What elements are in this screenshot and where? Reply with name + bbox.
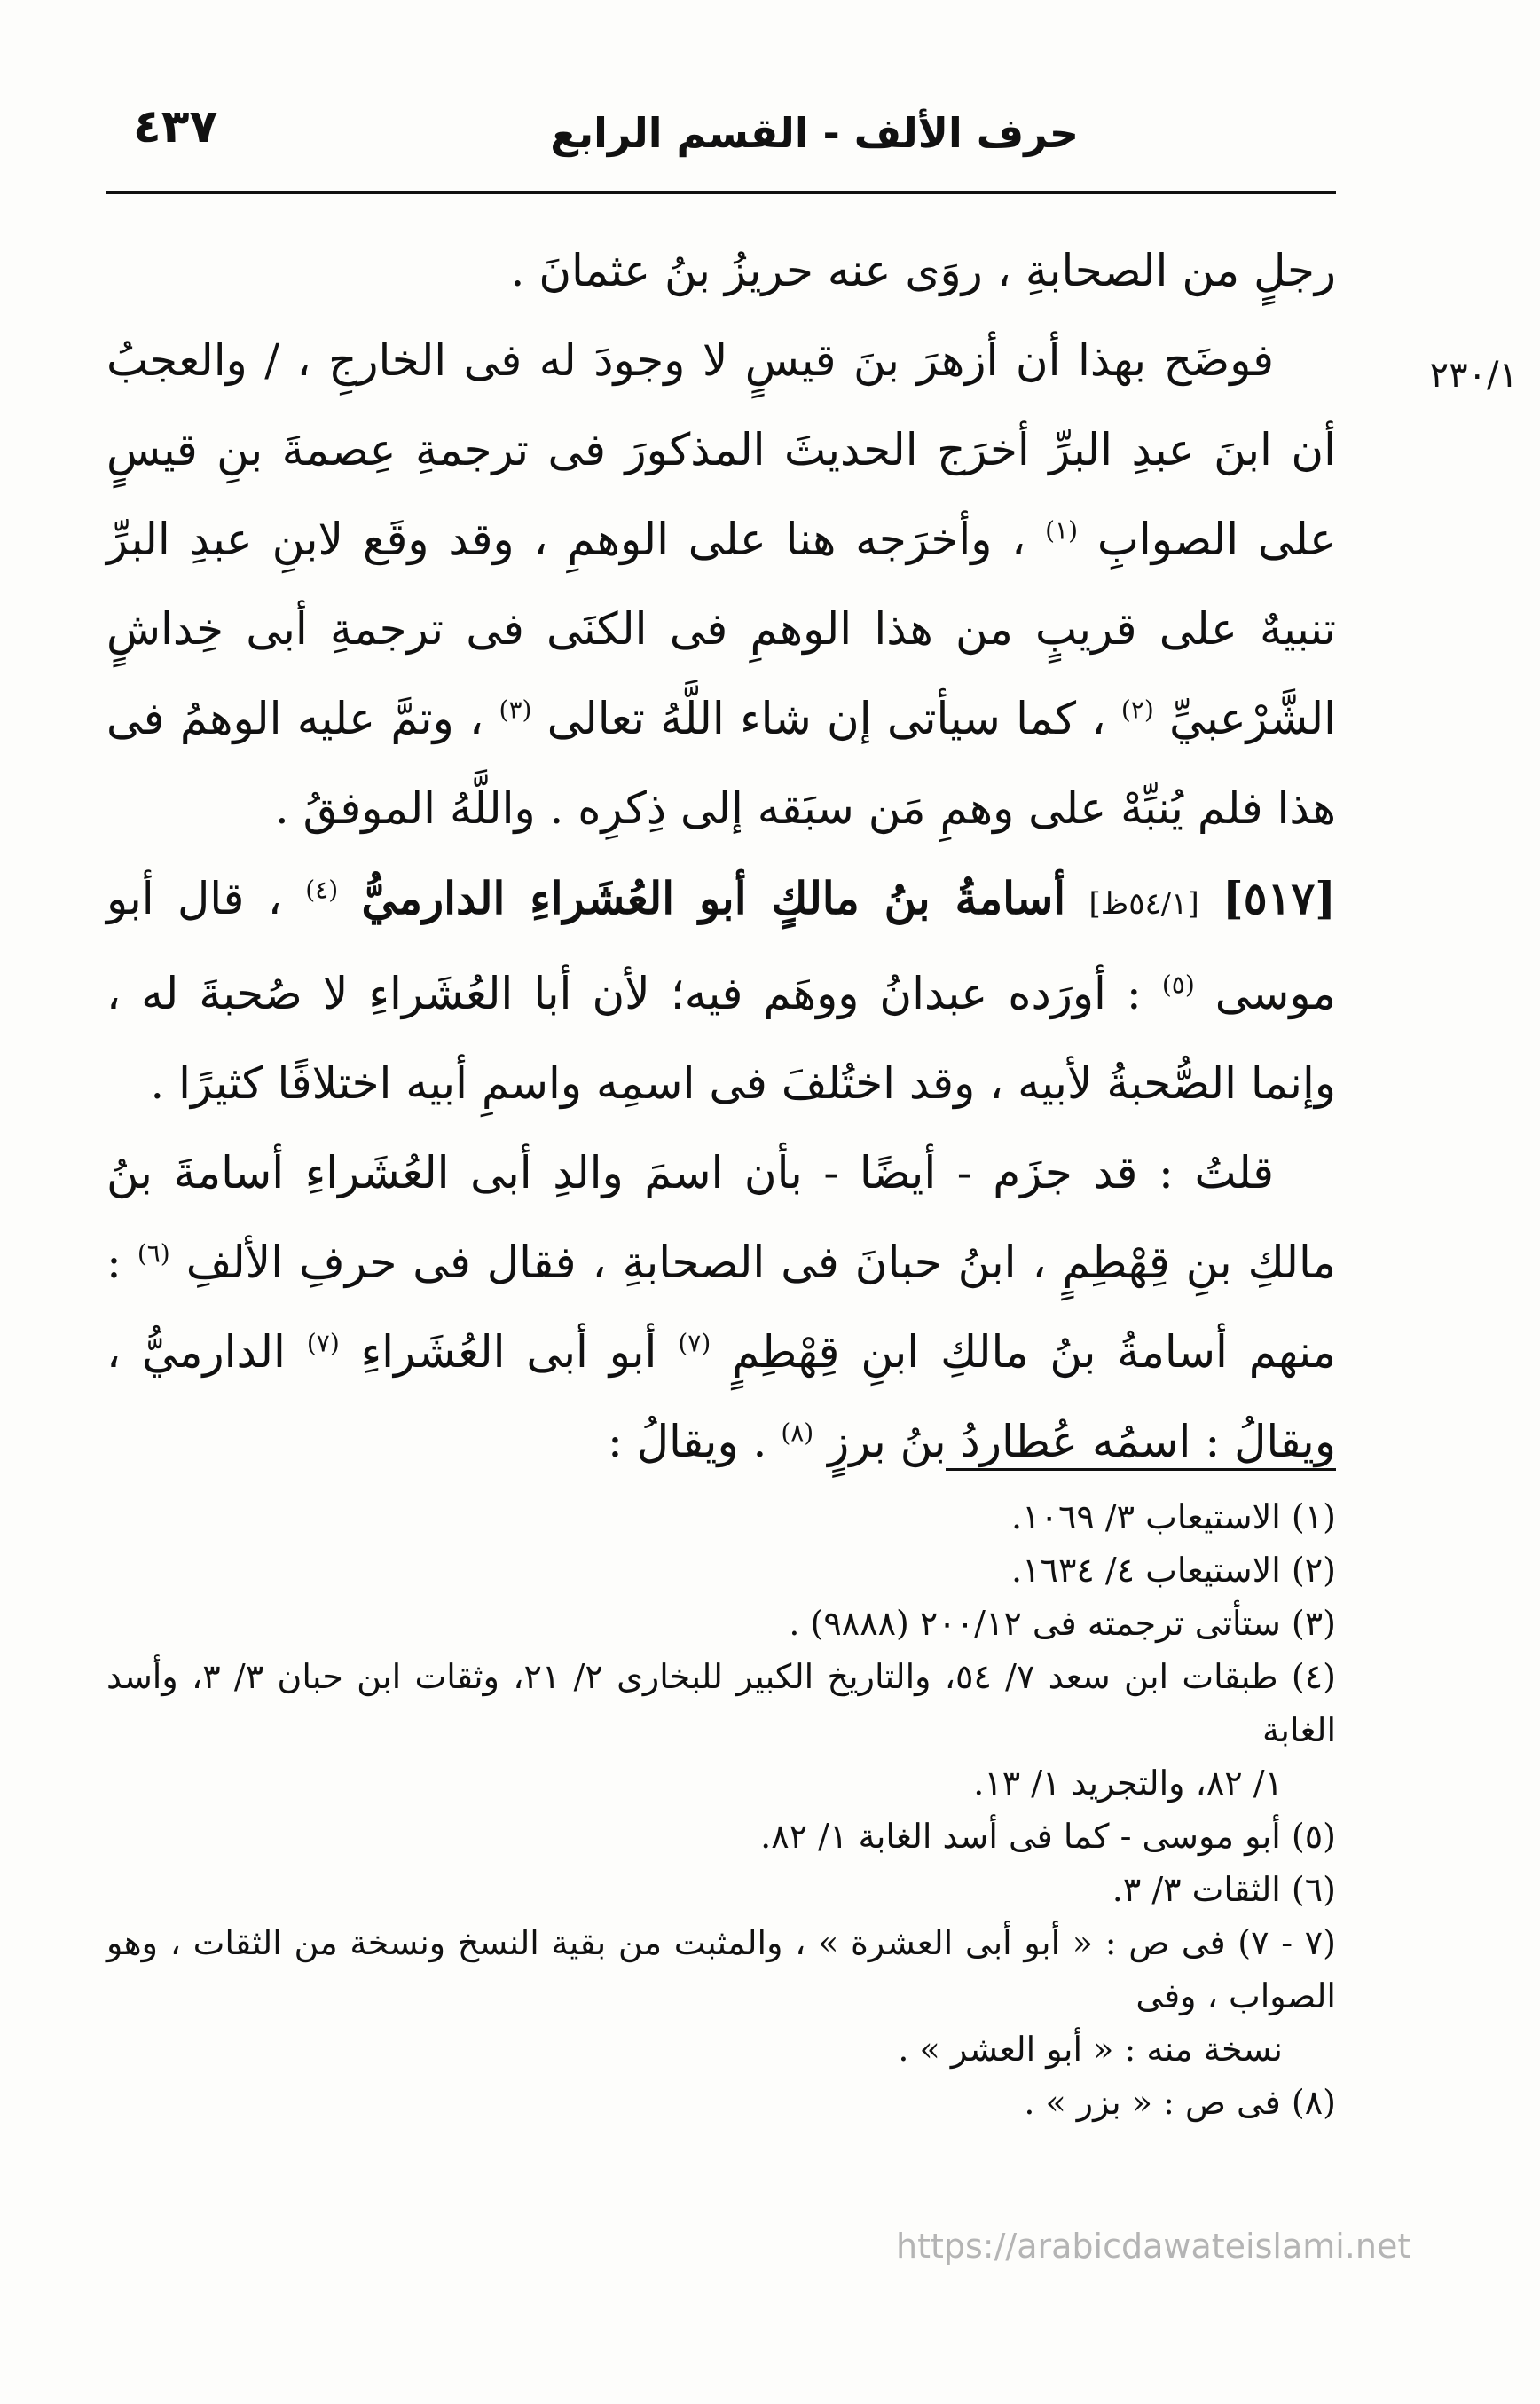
footnote: (٥) أبو موسى - كما فى أسد الغابة ١/ ٨٢. [760, 1817, 1336, 1856]
footnote-ref: (٨) [781, 1418, 814, 1448]
footnote-ref: (١) [1045, 515, 1079, 546]
footnote-ref: (٤) [305, 875, 339, 905]
watermark-url: https://arabicdawateislami.net [896, 2227, 1411, 2266]
text-span: ، وتمَّ عليه الوهمُ فى هذا فلم يُنبِّهْ على وهمِ مَن سبَقه إلى ذِكرِه . واللَّهُ الموفقُ . [106, 693, 1336, 834]
text-span: . ويقالُ : [607, 1416, 767, 1467]
entry-number: [٥١٧] [1222, 872, 1336, 924]
footnote-ref: (٧) [678, 1328, 711, 1358]
paragraph-entry-517 [106, 853, 1336, 1128]
main-text [106, 226, 1336, 1487]
footnote-continuation: نسخة منه : « أبو العشر » . [898, 2030, 1283, 2069]
text-span: أبو أبى العُشَراءِ [360, 1326, 657, 1378]
footnote: (١) الاستيعاب ٣/ ١٠٦٩. [1011, 1497, 1336, 1536]
text-span: ، كما سيأتى إن شاء اللَّهُ تعالى [546, 693, 1106, 744]
entry-name: أسامةُ بنُ مالكٍ أبو العُشَراءِ الدارميُّ [361, 872, 1066, 924]
paragraph-4 [106, 1128, 1336, 1487]
folio-ref: [٥٤/١ظ] [1088, 886, 1199, 922]
page-header [106, 84, 1434, 164]
text-span: الدارميُّ ، ويقالُ : اسمُه عُطاردُ بنُ برزٍ [106, 1326, 1336, 1467]
footnote-separator [946, 1468, 1336, 1471]
footnote-ref: (٧) [306, 1328, 340, 1358]
text-span: قلتُ : قد جزَم - أيضًا - بأن اسمَ والدِ أبى العُشَراءِ أسامةَ بنُ مالكِ بنِ قِهْطِمٍ ، ابنُ حبانَ فى الصحابةِ ، فقال فى حرفِ الألفِ [106, 1147, 1337, 1288]
footnote: (٨) فى ص : « بزر » . [1024, 2083, 1336, 2122]
paragraph-1: رجلٍ من الصحابةِ ، روَى عنه حريزُ بنُ عثمانَ . [510, 245, 1336, 296]
paragraph-2 [106, 316, 1336, 853]
page-number: ٤٣٧ [133, 100, 218, 153]
footnote-ref: (٢) [1120, 695, 1154, 725]
footnote: (٧ - ٧) فى ص : « أبو أبى العشرة » ، والمثبت من بقية النسخ ونسخة من الثقات ، وهو الصواب ، وفى [106, 1923, 1336, 2015]
footnote: (٢) الاستيعاب ٤/ ١٦٣٤. [1011, 1551, 1336, 1590]
footnote: (٦) الثقات ٣/ ٣. [1112, 1870, 1336, 1909]
footnote: (٣) ستأتى ترجمته فى ٢٠٠/١٢ (٩٨٨٨) . [789, 1604, 1336, 1643]
text-span: : منهم أسامةُ بنُ مالكِ ابنِ قِهْطِمٍ [106, 1237, 1336, 1378]
footnote-ref: (٣) [499, 695, 532, 725]
header-rule [106, 191, 1336, 194]
text-span: فوضَح بهذا أن أزهرَ بنَ قيسٍ لا وجودَ له فى الخارجِ ، / والعجبُ أن ابنَ عبدِ البرِّ أخرَج الحديثَ المذكورَ فى ترجمةِ عِصمةَ بنِ قيسٍ على الصوابِ [106, 334, 1336, 565]
text-span: : أورَده عبدانُ ووهَم فيه؛ لأن أبا العُشَراءِ لا صُحبةَ له ، وإنما الصُّحبةُ لأبيه ، وقد اختُلفَ فى اسمِه واسمِ أبيه اختلافًا كثيرًا . [106, 968, 1336, 1109]
footnote-ref: (٦) [137, 1238, 170, 1269]
footnote: (٤) طبقات ابن سعد ٧/ ٥٤، والتاريخ الكبير للبخارى ٢/ ٢١، وثقات ابن حبان ٣/ ٣، وأسد الغابة [106, 1657, 1336, 1749]
text-span: ، وأخرَجه هنا على الوهمِ ، وقد وقَع لابنِ عبدِ البرِّ تنبيهٌ على قريبٍ من هذا الوهمِ فى الكنَى فى ترجمةِ أبى خِداشٍ الشَّرْعبيِّ [106, 514, 1336, 744]
footnote-ref: (٥) [1161, 970, 1195, 1000]
footnote-continuation: ١/ ٨٢، والتجريد ١/ ١٣. [973, 1764, 1283, 1803]
running-title: حرف الألف - القسم الرابع [550, 109, 1079, 157]
footnotes [106, 1490, 1336, 2129]
text-span: ، قال أبو موسى [106, 873, 1336, 1019]
margin-folio-note: ٢٣٠/١ [1429, 355, 1518, 396]
